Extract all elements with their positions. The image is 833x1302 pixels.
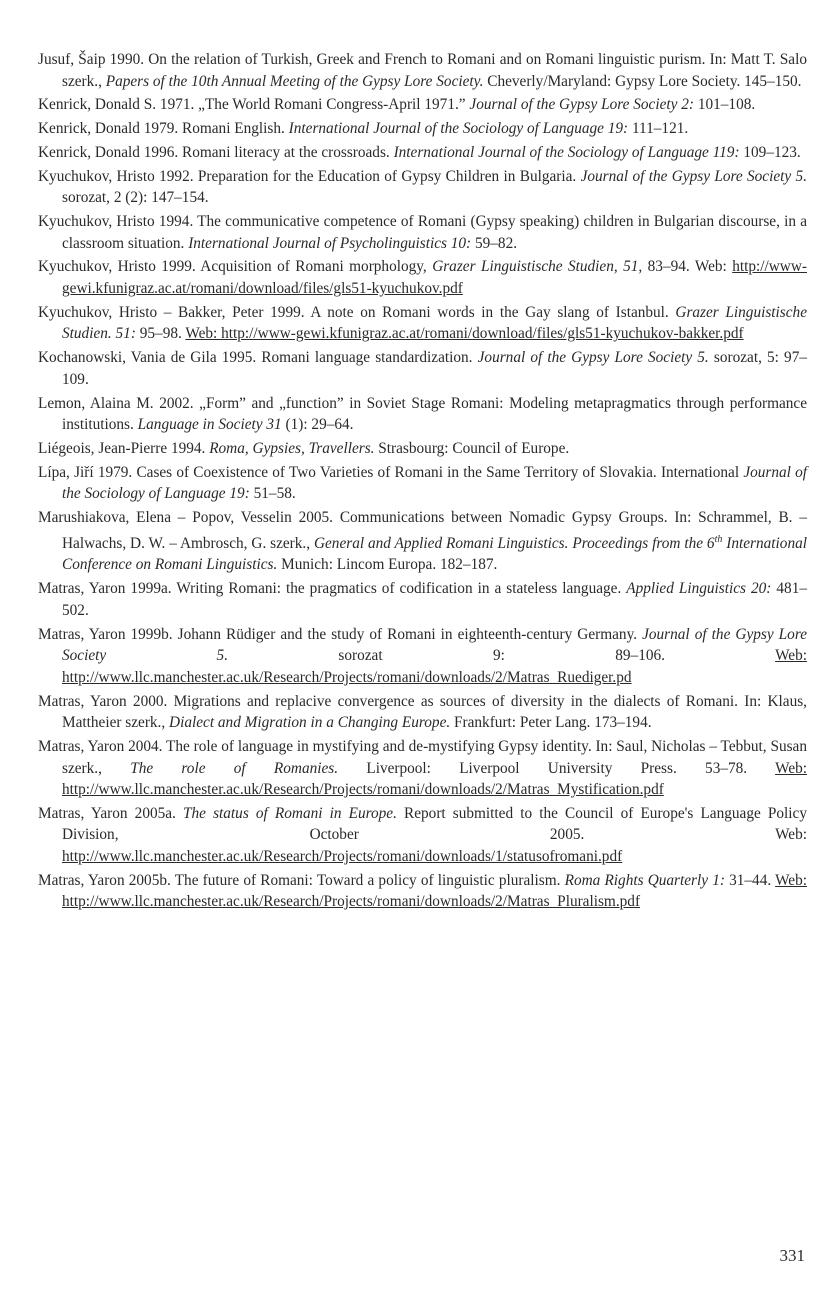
reference-text: sorozat, 5: 97–109. (62, 349, 807, 388)
reference-text: Kenrick, Donald S. 1971. „The World Romani Congress-April 1971.” (38, 96, 470, 114)
reference-entry (38, 211, 807, 254)
reference-text: sorozat 9: 89–106. (228, 647, 776, 665)
reference-text: Kyuchukov, Hristo 1994. The communicative competence of Romani (Gypsy speaking) children in Bulgarian discourse, in a classroom situation. (38, 213, 807, 252)
reference-title: Journal of the Gypsy Lore Society 5. (477, 349, 709, 367)
reference-entry (38, 393, 807, 436)
reference-text: 111–121. (628, 120, 689, 138)
reference-text: sorozat, 2 (2): 147–154. (62, 189, 209, 207)
reference-entry (38, 142, 807, 164)
reference-entry (38, 870, 807, 913)
reference-text: 51–58. (249, 485, 296, 503)
reference-text: Kyuchukov, Hristo 1999. Acquisition of Romani morphology, (38, 258, 433, 276)
reference-title: The role of Romanies. (130, 759, 339, 777)
reference-entry (38, 256, 807, 299)
superscript: th (714, 533, 723, 545)
reference-text: Kyuchukov, Hristo – Bakker, Peter 1999. A note on Romani words in the Gay slang of Istanbul. (38, 303, 676, 321)
reference-link[interactable]: http://www-gewi.kfunigraz.ac.at/romani/download/files/gls51-kyuchukov.pdf (62, 258, 808, 298)
reference-link[interactable]: Web: http://www.llc.manchester.ac.uk/Research/Projects/romani/downloads/2/Matras_Pluralism.pdf (62, 871, 807, 911)
reference-text: Matras, Yaron 2000. Migrations and replacive convergence as sources of diversity in the dialects of Romani. In: Klaus, Mattheier szerk., (38, 692, 807, 732)
reference-title: Journal of the Gypsy Lore Society 2: (469, 96, 694, 114)
reference-link[interactable]: Web: http://www-gewi.kfunigraz.ac.at/romani/download/files/gls51-kyuchukov-bakker.pdf (185, 325, 744, 343)
reference-title: General and Applied Romani Linguistics. Proceedings from the 6 (313, 534, 715, 552)
reference-text: Matras, Yaron 2005b. The future of Romani: Toward a policy of linguistic pluralism. (38, 871, 565, 889)
reference-entry (38, 578, 807, 621)
reference-text: Liverpool: Liverpool University Press. 53–78. (338, 759, 776, 777)
reference-text: Marushiakova, Elena – Popov, Vesselin 2005. Communications between Nomadic Gypsy Groups. In: Schrammel, B. – Halwachs, D. W. – Ambrosch, G. szerk., (38, 509, 807, 552)
reference-entry (38, 507, 807, 576)
reference-entry (38, 438, 807, 460)
reference-text: 59–82. (471, 234, 518, 252)
reference-entry (38, 302, 807, 345)
reference-text: Matras, Yaron 2005a. (38, 804, 183, 822)
reference-entry (38, 803, 807, 868)
reference-text: Strasbourg: Council of Europe. (374, 439, 570, 457)
reference-title: International Journal of the Sociology of Language 19: (288, 120, 629, 138)
reference-text: Lípa, Jiří 1979. Cases of Coexistence of Two Varieties of Romani in the Same Territory of Slovakia. International (38, 463, 744, 481)
reference-title: The status of Romani in Europe. (183, 804, 397, 822)
reference-text: Munich: Lincom Europa. 182–187. (277, 556, 498, 574)
reference-entry (38, 462, 807, 505)
reference-link[interactable]: Web: http://www.llc.manchester.ac.uk/Research/Projects/romani/downloads/2/Matras_Mystification.pdf (62, 759, 808, 799)
reference-entry (38, 94, 807, 116)
reference-title: Papers of the 10th Annual Meeting of the Gypsy Lore Society. (105, 72, 484, 90)
reference-entry (38, 736, 807, 801)
reference-entry (38, 347, 807, 390)
reference-title: International Journal of the Sociology of Language 119: (393, 143, 740, 161)
reference-text: Kenrick, Donald 1996. Romani literacy at the crossroads. (38, 143, 394, 161)
reference-entry (38, 118, 807, 140)
reference-link[interactable]: Web: http://www.llc.manchester.ac.uk/Research/Projects/romani/downloads/2/Matras_Ruediger.pd (62, 647, 807, 686)
reference-text: Matras, Yaron 1999b. Johann Rüdiger and the study of Romani in eighteenth-century Germany. (38, 625, 643, 643)
reference-title: Grazer Linguistische Studien. 51: (62, 303, 807, 343)
reference-text: (1): 29–64. (281, 416, 354, 434)
reference-text: Lemon, Alaina M. 2002. „Form” and „function” in Soviet Stage Romani: Modeling metapragmatics through performance institutions. (38, 394, 807, 434)
reference-title: Grazer Linguistische Studien, 51, (432, 258, 643, 276)
reference-title: Journal of the Gypsy Lore Society 5. (62, 625, 807, 665)
reference-text: Jusuf, Šaip 1990. On the relation of Turkish, Greek and French to Romani and on Romani linguistic purism. In: Matt T. Salo szerk., (38, 51, 807, 90)
reference-text: Kyuchukov, Hristo 1992. Preparation for the Education of Gypsy Children in Bulgaria. (38, 167, 581, 185)
page-number: 331 (779, 1246, 805, 1265)
reference-title: Language in Society 31 (137, 416, 282, 434)
reference-title: International Conference on Romani Linguistics. (62, 534, 807, 574)
reference-text: 95–98. (135, 325, 186, 343)
reference-title: Roma Rights Quarterly 1: (564, 871, 725, 889)
reference-title: International Journal of Psycholinguistics 10: (188, 234, 472, 252)
reference-text: Kochanowski, Vania de Gila 1995. Romani language standardization. (38, 349, 478, 367)
reference-entry (38, 691, 807, 734)
reference-entry (38, 624, 807, 689)
reference-text: 83–94. Web: (642, 258, 733, 276)
reference-list (38, 49, 807, 913)
reference-text: Frankfurt: Peter Lang. 173–194. (450, 714, 652, 732)
reference-text: Liégeois, Jean-Pierre 1994. (38, 439, 210, 457)
reference-title: Roma, Gypsies, Travellers. (209, 439, 375, 457)
reference-text: 481–502. (62, 580, 807, 619)
reference-text: 109–123. (739, 143, 801, 161)
reference-text: Kenrick, Donald 1979. Romani English. (38, 120, 289, 138)
reference-text: 31–44. (724, 871, 776, 889)
reference-entry (38, 49, 807, 92)
reference-link[interactable]: http://www.llc.manchester.ac.uk/Research/Projects/romani/downloads/1/statusofromani.pdf (62, 848, 623, 866)
reference-title: Dialect and Migration in a Changing Europe. (169, 714, 451, 732)
reference-text: 101–108. (694, 96, 756, 114)
reference-entry (38, 166, 807, 209)
reference-title: Applied Linguistics 20: (626, 580, 772, 598)
reference-title: Journal of the Gypsy Lore Society 5. (580, 167, 807, 185)
reference-text: Report submitted to the Council of Europe's Language Policy Division, October 2005. Web: (62, 804, 807, 844)
reference-text: Matras, Yaron 1999a. Writing Romani: the pragmatics of codification in a stateless language. (38, 580, 627, 598)
reference-text: Matras, Yaron 2004. The role of language in mystifying and de-mystifying Gypsy identity. In: Saul, Nicholas – Tebbut, Susan szerk., (38, 737, 807, 777)
reference-text: Cheverly/Maryland: Gypsy Lore Society. 145–150. (483, 72, 802, 90)
reference-title: Journal of the Sociology of Language 19: (62, 463, 808, 503)
